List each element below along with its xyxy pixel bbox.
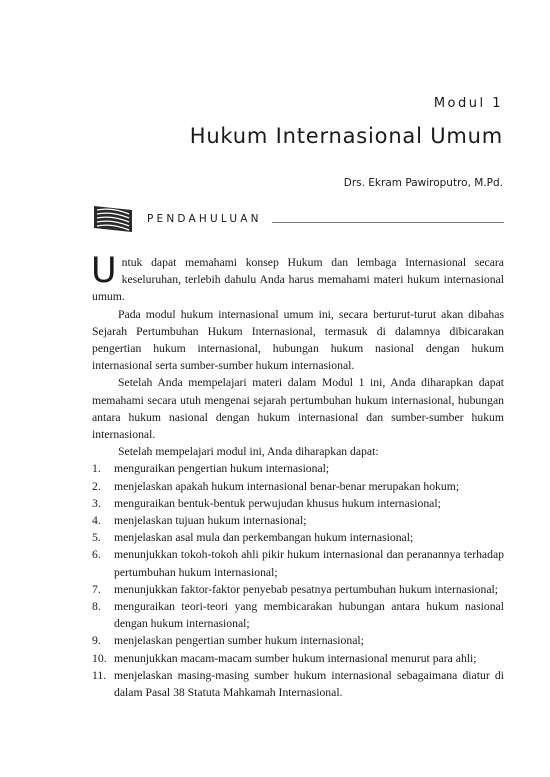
- objectives-list: [92, 460, 504, 701]
- list-text: menunjukkan faktor-faktor penyebab pesatnya pertumbuhan hukum internasional;: [114, 582, 499, 596]
- list-item: [92, 478, 504, 495]
- intro-paragraph-3: Setelah Anda mempelajari materi dalam Modul 1 ini, Anda diharapkan dapat memahami secara utuh mengenai sejarah pertumbuhan hukum internasional, hubungan antara hukum nasional dengan hukum internasional dan sumber-sumber hukum internasional.: [92, 376, 504, 442]
- section-header: [92, 200, 504, 236]
- list-text: menguraikan teori-teori yang membicarakan hubungan antara hukum nasional dengan hukum internasional;: [114, 600, 504, 631]
- page-title: Hukum Internasional Umum: [189, 124, 503, 148]
- list-item: [92, 529, 504, 546]
- list-number: 9.: [92, 634, 101, 648]
- list-number: 3.: [92, 496, 101, 510]
- list-number: 4.: [92, 514, 101, 528]
- open-book-icon: [92, 204, 134, 234]
- author-name: Drs. Ekram Pawiroputro, M.Pd.: [343, 177, 503, 189]
- intro-paragraph-2: Pada modul hukum internasional umum ini, secara berturut-turut akan dibahas Sejarah Pertumbuhan Hukum Internasional, termasuk di dalamnya dibicarakan pengertian hukum internasional, hubungan hukum nasional dengan hukum internasional serta sumber-sumber hukum internasional.: [92, 307, 504, 373]
- list-item: [92, 460, 504, 477]
- list-item: [92, 598, 504, 632]
- list-text: menjelaskan pengertian sumber hukum internasional;: [114, 634, 364, 648]
- list-number: 1.: [92, 462, 101, 476]
- list-item: [92, 512, 504, 529]
- list-item: [92, 667, 504, 701]
- list-item: [92, 632, 504, 649]
- list-number: 11.: [92, 668, 107, 682]
- list-item: [92, 546, 504, 580]
- module-label: Modul 1: [433, 96, 503, 111]
- list-text: menguraikan bentuk-bentuk perwujudan khusus hukum internasional;: [114, 496, 441, 510]
- list-number: 8.: [92, 600, 101, 614]
- list-item: [92, 495, 504, 512]
- list-number: 5.: [92, 531, 101, 545]
- list-text: menjelaskan masing-masing sumber hukum internasional sebagaimana diatur di dalam Pasal 38 Statuta Mahkamah Internasional.: [114, 668, 504, 700]
- body-text: [91, 251, 504, 701]
- list-item: [92, 650, 504, 667]
- list-text: menunjukkan tokoh-tokoh ahli pikir hukum internasional dan peranannya terhadap pertumbuhan hukum internasional;: [114, 548, 504, 579]
- section-divider: [272, 222, 504, 223]
- section-title: PENDAHULUAN: [147, 213, 262, 225]
- list-text: menjelaskan asal mula dan perkembangan hukum internasional;: [114, 531, 414, 545]
- list-number: 7.: [92, 582, 101, 596]
- list-text: menjelaskan tujuan hukum internasional;: [114, 514, 307, 528]
- drop-cap: U: [91, 251, 117, 291]
- list-number: 6.: [92, 548, 101, 562]
- list-text: menjelaskan apakah hukum internasional benar-benar merupakan hokum;: [114, 479, 460, 493]
- paragraph-text: ntuk dapat memahami konsep Hukum dan lembaga Internasional secara keseluruhan, terlebih dahulu Anda harus memahami materi hukum internasional umum.: [92, 256, 504, 304]
- list-text: menunjukkan macam-macam sumber hukum internasional menurut para ahli;: [114, 651, 477, 665]
- list-number: 2.: [92, 479, 101, 493]
- intro-paragraph-1: [91, 251, 504, 306]
- list-item: [92, 581, 504, 598]
- list-number: 10.: [92, 651, 107, 665]
- list-text: menguraikan pengertian hukum internasional;: [114, 462, 330, 476]
- intro-paragraph-4: Setelah mempelajari modul ini, Anda diharapkan dapat:: [118, 445, 379, 459]
